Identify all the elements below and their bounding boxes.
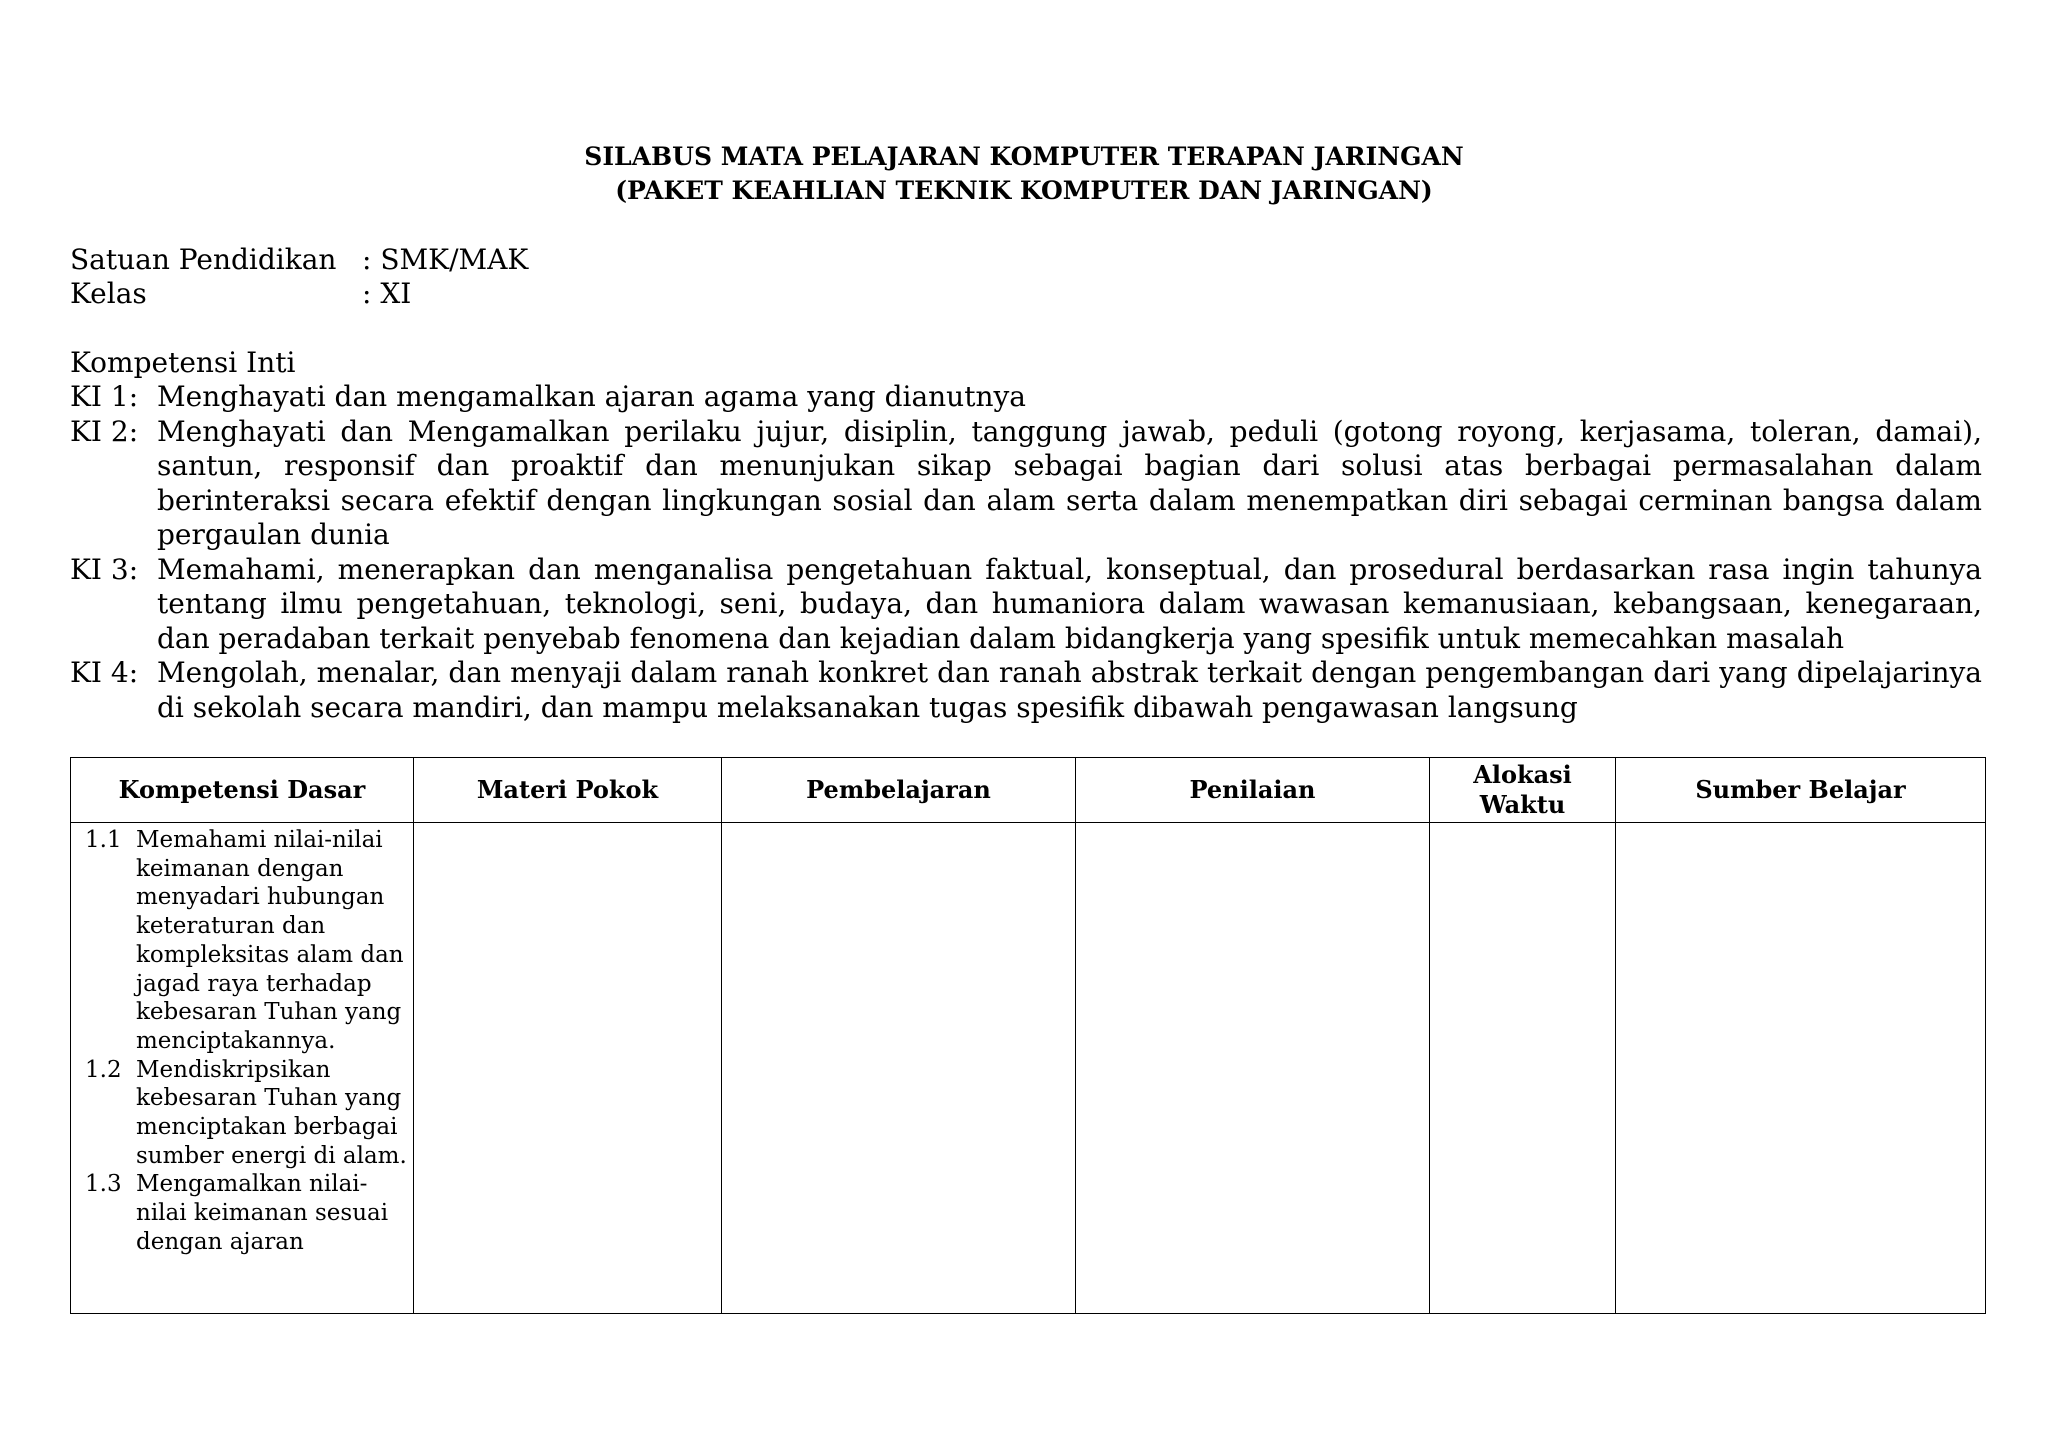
ki-code: KI 1: [70,380,139,413]
silabus-table [70,757,1986,1314]
cell-alokasi-waktu [1430,823,1616,1314]
meta-value: : SMK/MAK [362,243,529,276]
ki-text: Menghayati dan Mengamalkan perilaku jujur, disiplin, tanggung jawab, peduli (gotong royong, kerjasama, toleran, damai), santun, responsif dan proaktif dan menunjukan sikap sebagai bagian dari solusi atas berbagai permasalahan dalam berinteraksi secara efektif dengan lingkungan sosial dan alam serta dalam menempatkan diri sebagai cerminan bangsa dalam pergaulan dunia [157,414,1982,551]
kd-item-1-1 [85,826,409,1056]
header-alokasi-line1: Alokasi [1473,760,1572,789]
kd-text: Mengamalkan nilai-nilai keimanan sesuai dengan ajaran [136,1171,389,1255]
meta-value: : XI [362,277,412,310]
ki-code: KI 2: [70,414,139,448]
header-kompetensi-dasar: Kompetensi Dasar [71,758,414,823]
ki-item-4 [70,656,1982,725]
header-pembelajaran: Pembelajaran [722,758,1076,823]
kd-list [71,823,413,1257]
ki-heading: Kompetensi Inti [70,346,296,379]
cell-kompetensi-dasar [71,823,414,1314]
kd-item-1-3 [85,1170,409,1256]
ki-item-3 [70,553,1982,657]
ki-text: Mengolah, menalar, dan menyaji dalam ranah konkret dan ranah abstrak terkait dengan pengembangan dari yang dipelajarinya di sekolah secara mandiri, dan mampu melaksanakan tugas spesifik dibawah pengawasan langsung [157,656,1982,724]
cell-materi-pokok [414,823,722,1314]
kd-number: 1.1 [85,827,122,853]
meta-row-satuan-pendidikan [70,243,528,277]
document-title-line1: SILABUS MATA PELAJARAN KOMPUTER TERAPAN JARINGAN [584,142,1464,171]
ki-item-1 [70,380,1982,415]
ki-code: KI 3: [70,552,139,586]
ki-list [70,380,1982,725]
header-sumber-belajar: Sumber Belajar [1616,758,1986,823]
table-row [71,823,1986,1314]
kd-text: Memahami nilai-nilai keimanan dengan menyadari hubungan keteraturan dan kompleksitas alam dan jagad raya terhadap kebesaran Tuhan yang menciptakannya. [136,827,404,1054]
cell-pembelajaran [722,823,1076,1314]
kd-number: 1.3 [85,1171,122,1198]
table-header-row [71,758,1986,823]
kd-item-1-2 [85,1056,409,1171]
meta-row-kelas [70,277,411,311]
header-alokasi-waktu [1430,758,1616,823]
header-penilaian: Penilaian [1076,758,1430,823]
ki-text: Memahami, menerapkan dan menganalisa pengetahuan faktual, konseptual, dan prosedural berdasarkan rasa ingin tahunya tentang ilmu pengetahuan, teknologi, seni, budaya, dan humaniora dalam wawasan kemanusiaan, kebangsaan, kenegaraan, dan peradaban terkait penyebab fenomena dan kejadian dalam bidangkerja yang spesifik untuk memecahkan masalah [157,552,1982,655]
document-title-line2: (PAKET KEAHLIAN TEKNIK KOMPUTER DAN JARINGAN) [615,176,1433,205]
header-materi-pokok: Materi Pokok [414,758,722,823]
kd-text: Mendiskripsikan kebesaran Tuhan yang menciptakan berbagai sumber energi di alam. [136,1056,407,1169]
meta-label: Satuan Pendidikan [70,243,337,276]
header-alokasi-line2: Waktu [1479,790,1566,819]
ki-text: Menghayati dan mengamalkan ajaran agama yang dianutnya [157,380,1026,413]
ki-code: KI 4: [70,656,139,689]
cell-sumber-belajar [1616,823,1986,1314]
kd-number: 1.2 [85,1056,122,1083]
ki-item-2 [70,415,1982,553]
meta-label: Kelas [70,277,147,310]
cell-penilaian [1076,823,1430,1314]
